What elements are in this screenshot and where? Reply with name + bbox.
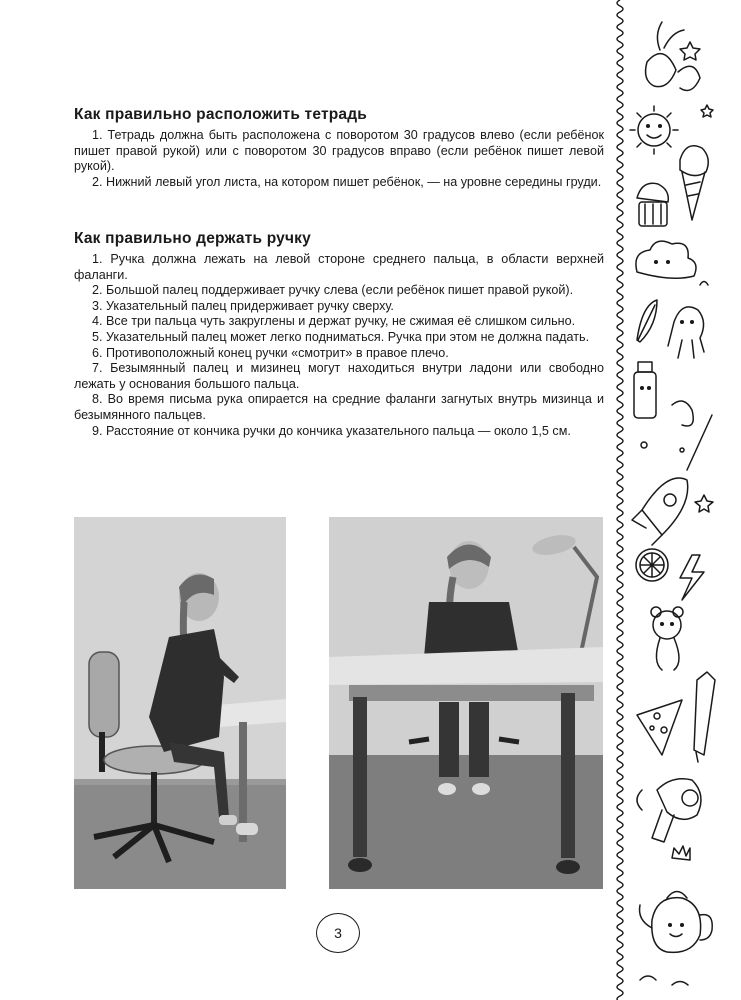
lightning-doodle-icon [680, 555, 704, 600]
cupcake-doodle-icon [637, 183, 668, 226]
teapot-doodle-icon [640, 892, 713, 986]
ice-cream-doodle-icon [680, 146, 708, 220]
paragraph: 1. Ручка должна лежать на левой стороне среднего пальца, в области верхней фаланги. [74, 252, 604, 282]
section-body-notebook [74, 128, 604, 190]
star-doodle-icon [680, 42, 713, 117]
octopus-doodle-icon [668, 307, 704, 358]
cloud-doodle-icon [636, 241, 708, 285]
paragraph: 7. Безымянный палец и мизинец могут находиться внутри ладони или свободно лежать у основания большого пальца. [74, 361, 604, 391]
paragraph: 9. Расстояние от кончика ручки до кончика указательного пальца — около 1,5 см. [92, 423, 571, 438]
paragraph: 2. Нижний левый угол листа, на котором пишет ребёнок, — на уровне середины груди. [92, 174, 602, 189]
bear-doodle-icon [651, 607, 683, 670]
paragraph: 5. Указательный палец может легко подниматься. Ручка при этом не должна падать. [92, 329, 590, 344]
sun-doodle-icon [630, 106, 678, 154]
lemon-doodle-icon [636, 549, 668, 581]
doodle-border [612, 0, 741, 1000]
paint-tube-doodle-icon [634, 362, 656, 418]
needle-doodle-icon [641, 401, 712, 470]
paragraph: 6. Противоположный конец ручки «смотрит» в правое плечо. [92, 345, 449, 360]
section-heading-pen: Как правильно держать ручку [74, 230, 311, 247]
rocket-doodle-icon [632, 478, 713, 545]
paragraph: 8. Во время письма рука опирается на средние фаланги загнутых внутрь мизинца и безымянного пальцев. [74, 392, 604, 422]
radish-doodle-icon [646, 22, 700, 90]
paragraph: 1. Тетрадь должна быть расположена с поворотом 30 градусов влево (если ребёнок пишет правой рукой) или с поворотом 30 градусов вправо (если ребёнок пишет левой рукой). [74, 128, 604, 174]
section-body-pen [74, 252, 604, 439]
section-heading-notebook: Как правильно расположить тетрадь [74, 106, 368, 123]
paragraph: 2. Большой палец поддерживает ручку слева (если ребёнок пишет правой рукой). [92, 283, 574, 298]
hair-dryer-doodle-icon [637, 779, 701, 842]
pen-doodle-icon [694, 672, 715, 762]
paragraph: 4. Все три пальца чуть закруглены и держат ручку, не сжимая её слишком сильно. [92, 314, 576, 329]
pizza-doodle-icon [637, 700, 682, 755]
page-number: 3 [316, 913, 360, 953]
crown-doodle-icon [672, 846, 690, 860]
leaf-doodle-icon [637, 300, 657, 342]
photo-front-view [329, 517, 603, 889]
paragraph: 3. Указательный палец придерживает ручку сверху. [92, 298, 394, 313]
photo-side-view [74, 517, 286, 889]
